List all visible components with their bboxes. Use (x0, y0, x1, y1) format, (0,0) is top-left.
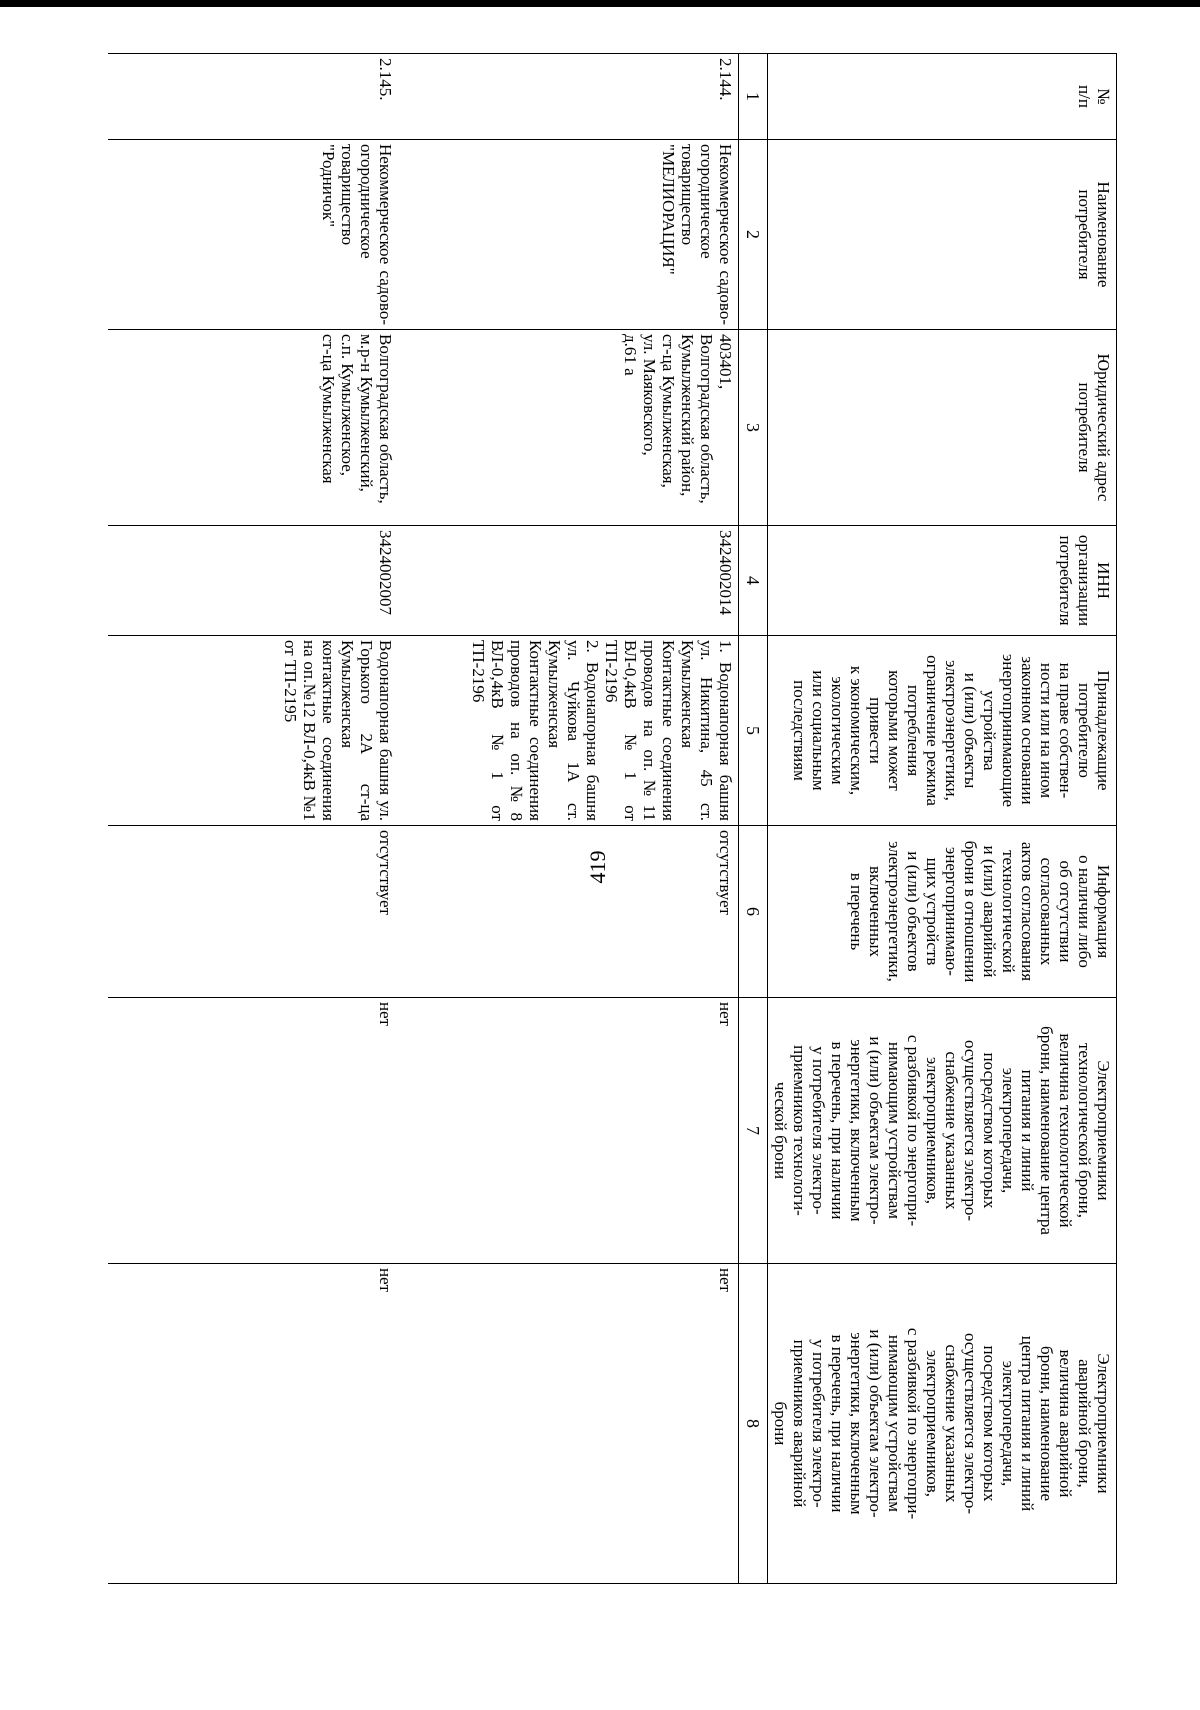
consumer-address: Волгоградская область, м.р-н Кумылженский, с.п. Кумылженское, ст-ца Кумылженская (109, 330, 399, 526)
consumer-address: 403401, Волгоградская область, Кумылженский район, ст-ца Кумылженская, ул. Маяковского, д.61 а (399, 330, 739, 526)
row-number: 2.144. (399, 54, 739, 140)
header-cell-acts: Информация о наличии либо об отсутствии согласованных актов согласования технологической и (или) аварийной брони в отношении энергопринимаю- щих устройств и (или) объектов электроэнергетики, включенных в перечень (768, 826, 1117, 998)
header-row (768, 54, 1117, 1584)
consumer-devices: Водонапорная башня ул. Горького 2А ст-ца Кумылженская контактные соединения на оп.№12 ВЛ-0,4кВ №1 от ТП-2195 (109, 636, 399, 826)
document-table-rotated (112, 53, 1117, 1583)
consumer-devices: 1. Водонапорная башня ул. Никитина, 45 ст. Кумылженская Контактные соединения проводов на оп.№11 ВЛ-0,4кВ №1 от ТП-2196 2. Водонапорная башня ул. Чуйкова 1А ст. Кумылженская Контактные соединения проводов на оп.№8 ВЛ-0,4кВ №1 от ТП-2196 (399, 636, 739, 826)
column-number: 5 (739, 636, 768, 826)
scan-top-border (0, 0, 1200, 7)
column-number: 7 (739, 998, 768, 1264)
table-row (399, 54, 739, 1584)
header-cell-name: Наименование потребителя (768, 140, 1117, 330)
consumer-inn: 3424002014 (399, 526, 739, 636)
row-number: 2.145. (109, 54, 399, 140)
header-cell-num: № п/п (768, 54, 1117, 140)
emergency-reserve-value: нет (109, 1264, 399, 1584)
column-number-row (739, 54, 768, 1584)
page-number: 419 (585, 850, 610, 884)
acts-status: отсутствует (399, 826, 739, 998)
header-cell-emergency-reserve: Электроприемники аварийной брони, величина аварийной брони, наименование центра питания и линий электропередачи, посредством которых осуществляется электро- снабжение указанных электроприемников, с разбивкой по энергопри- нимающим устройствам и (или) объектам электро- энергетики, включенным в перечень, при наличии у потребителя электро- приемников аварийной брони (768, 1264, 1117, 1584)
column-number: 4 (739, 526, 768, 636)
tech-reserve-value: нет (109, 998, 399, 1264)
acts-status: отсутствует (109, 826, 399, 998)
tech-reserve-value: нет (399, 998, 739, 1264)
column-number: 6 (739, 826, 768, 998)
emergency-reserve-value: нет (399, 1264, 739, 1584)
table-row (109, 54, 399, 1584)
header-cell-devices: Принадлежащие потребителю на праве собствен- ности или на ином законном основании энергопринимающие устройства и (или) объекты электроэнергетики, ограничение режима потребления которыми может привести к экономическим, экологическим или социальным последствиям (768, 636, 1117, 826)
consumer-table (109, 53, 1118, 1584)
column-number: 3 (739, 330, 768, 526)
column-number: 8 (739, 1264, 768, 1584)
header-cell-inn: ИНН организации потребителя (768, 526, 1117, 636)
consumer-name: Некоммерческое садово-огородническое товарищество "Родничок" (109, 140, 399, 330)
consumer-inn: 3424002007 (109, 526, 399, 636)
header-cell-tech-reserve: Электроприемники технологической брони, величина технологической брони, наименование центра питания и линий электропередачи, посредством которых осуществляется электро- снабжение указанных электроприемников, с разбивкой по энергопри- нимающим устройствам и (или) объектам электро- энергетики, включенным в перечень, при наличии у потребителя электро- приемников технологи- ческой брони (768, 998, 1117, 1264)
column-number: 1 (739, 54, 768, 140)
header-cell-address: Юридический адрес потребителя (768, 330, 1117, 526)
column-number: 2 (739, 140, 768, 330)
consumer-name: Некоммерческое садово-огородническое товарищество "МЕЛИОРАЦИЯ" (399, 140, 739, 330)
